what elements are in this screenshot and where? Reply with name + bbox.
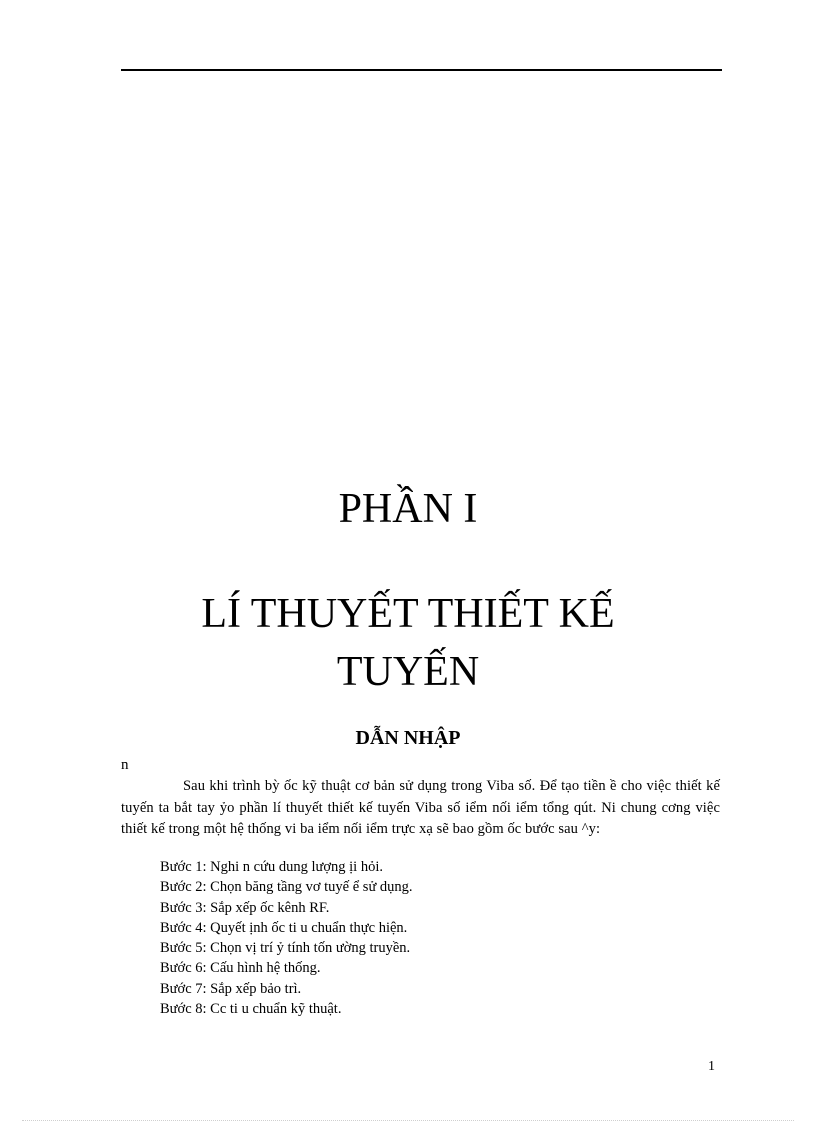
step-item: Bước 3: Sắp xếp ốc kênh RF. — [160, 899, 330, 916]
section-heading: DẪN NHẬP — [355, 727, 461, 749]
main-title-line-2: TUYẾN — [336, 649, 480, 695]
step-item: Bước 7: Sắp xếp bảo trì. — [160, 980, 302, 997]
main-title-line-1: LÍ THUYẾT THIẾT KẾ — [201, 591, 615, 637]
step-item: Bước 5: Chọn vị trí ỷ tính tốn ường truyền. — [160, 940, 411, 957]
main-title — [0, 585, 816, 701]
header-rule — [121, 69, 722, 71]
intro-text: Sau khi trình bỳ ốc kỹ thuật cơ bản sử dụng trong Viba số. Để tạo tiền ề cho việc thiết kế tuyến ta bắt tay ỷo phần lí thuyết thiết kế tuyến Viba số iểm nối iểm tổng qút. Ni chung cơng việc thiết kế trong một hệ thống vi ba iểm nối iểm trực xạ sẽ bao gồm ốc bước sau ^y: — [121, 778, 720, 837]
page-number: 1 — [708, 1059, 715, 1074]
step-item: Bước 8: Cc ti u chuẩn kỹ thuật. — [160, 1001, 342, 1018]
step-item: Bước 2: Chọn băng tầng vơ tuyế ể sử dụng. — [160, 879, 413, 896]
step-item: Bước 4: Quyết ịnh ốc ti u chuẩn thực hiện. — [160, 919, 408, 936]
step-item: Bước 6: Cấu hình hệ thống. — [160, 960, 321, 977]
steps-list — [160, 857, 413, 1019]
part-title: PHẦN I — [338, 486, 478, 532]
stray-character: n — [121, 757, 129, 773]
intro-paragraph — [121, 776, 720, 841]
step-item: Bước 1: Nghi n cứu dung lượng ịi hỏi. — [160, 859, 383, 875]
page-bottom-border — [22, 1120, 794, 1121]
